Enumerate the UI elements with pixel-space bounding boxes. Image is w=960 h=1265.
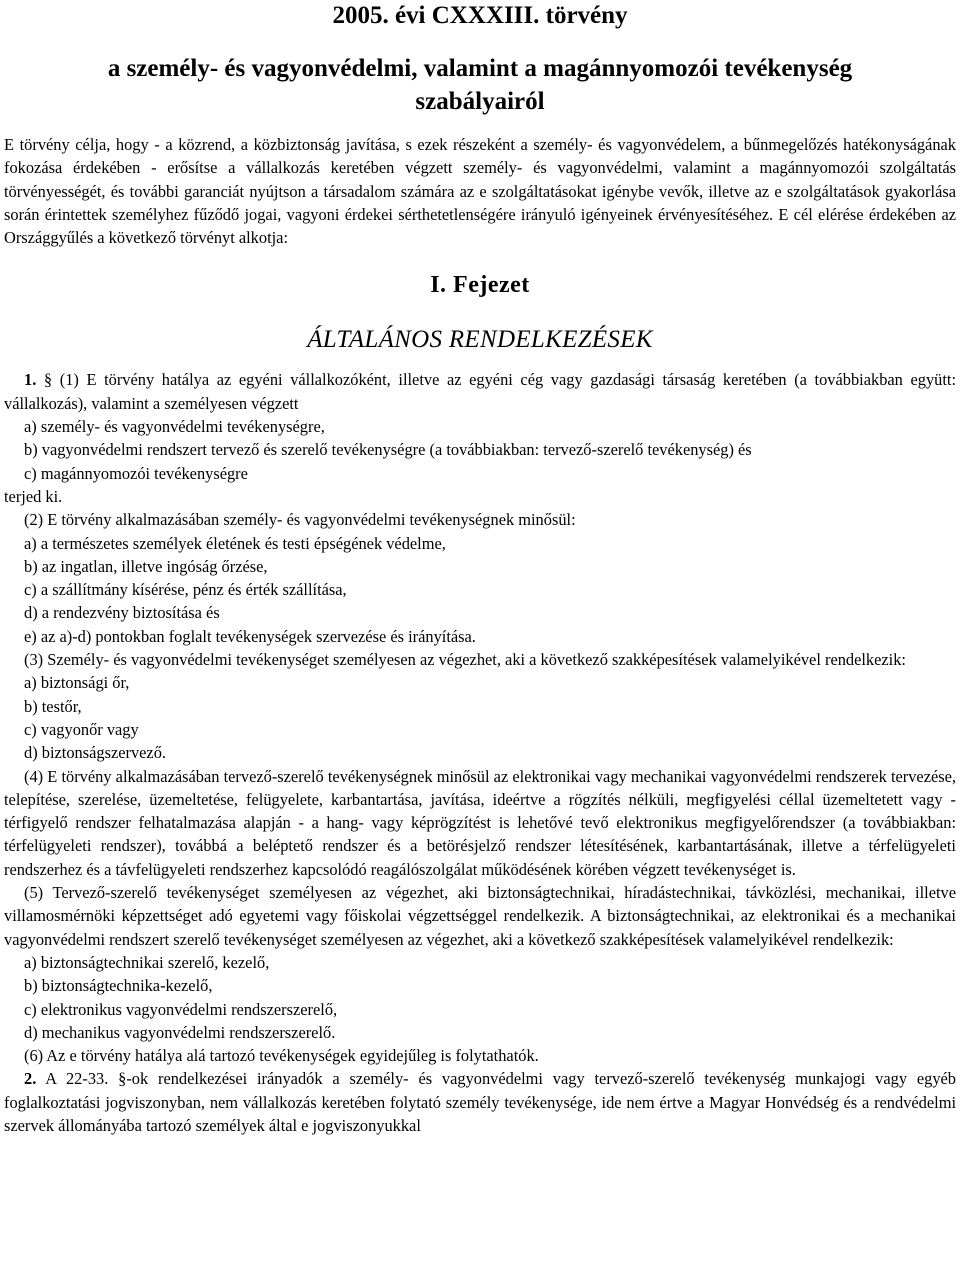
section-1-paragraph-1 xyxy=(4,368,956,415)
list-item: c) vagyonőr vagy xyxy=(24,719,139,739)
section-2 xyxy=(4,1067,956,1137)
section-number: 2. xyxy=(24,1069,37,1089)
section-1-paragraph-6: (6) Az e törvény hatálya alá tartozó tevékenységek egyidejűleg is folytathatók. xyxy=(24,1046,539,1066)
law-title: 2005. évi CXXXIII. törvény xyxy=(332,2,628,29)
list-item: c) elektronikus vagyonvédelmi rendszerszerelő, xyxy=(24,999,338,1019)
section-1 xyxy=(4,368,956,1067)
list-item: a) a természetes személyek életének és testi épségének védelme, xyxy=(24,533,446,553)
paragraph-text: (1) E törvény hatálya az egyéni vállalkozóként, illetve az egyéni cég vagy gazdasági társaság keretében (a továbbiakban együtt: vállalkozás), valamint a személyesen végzett xyxy=(4,370,956,413)
list-item: d) mechanikus vagyonvédelmi rendszerszerelő. xyxy=(24,1022,336,1042)
list-item: b) az ingatlan, illetve ingóság őrzése, xyxy=(24,556,268,576)
list-item: c) magánnyomozói tevékenységre xyxy=(24,463,248,483)
section-1-paragraph-5: (5) Tervező-szerelő tevékenységet személyesen az végezhet, aki biztonságtechnikai, híradástechnikai, távközlési, mechanikai, illetve villamosmérnöki képzettséget adó egyetemi vagy főiskolai végzettséggel rendelkezik. A biztonságtechnikai, az elektronikai és a mechanikai vagyonvédelmi rendszert szerelő tevékenységet személyesen az végezhet, aki a következő szakképesítések valamelyikével rendelkezik: xyxy=(4,883,956,949)
law-subtitle: a személy- és vagyonvédelmi, valamint a magánnyomozói tevékenység szabályairól xyxy=(107,55,853,115)
list-item: b) testőr, xyxy=(24,696,82,716)
chapter-title: ÁLTALÁNOS RENDELKEZÉSEK xyxy=(307,326,653,354)
section-number: 1. xyxy=(24,370,37,390)
section-1-paragraph-3: (3) Személy- és vagyonvédelmi tevékenységet személyesen az végezhet, aki a következő szakképesítések valamelyikével rendelkezik: xyxy=(24,650,906,670)
list-item: a) biztonsági őr, xyxy=(24,673,130,693)
list-item: a) biztonságtechnikai szerelő, kezelő, xyxy=(24,952,270,972)
list-item: d) a rendezvény biztosítása és xyxy=(24,603,220,623)
section-sign: § xyxy=(43,370,53,390)
list-item: c) a szállítmány kísérése, pénz és érték szállítása, xyxy=(24,580,347,600)
list-item: e) az a)-d) pontokban foglalt tevékenységek szervezése és irányítása. xyxy=(24,626,476,646)
section-2-paragraph xyxy=(4,1067,956,1137)
list-item: a) személy- és vagyonvédelmi tevékenységre, xyxy=(24,417,325,437)
paragraph-text: A 22-33. §-ok rendelkezései irányadók a személy- és vagyonvédelmi vagy tervező-szerelő tevékenység munkajogi vagy egyéb foglalkoztatási jogviszonyban, nem vállalkozás keretében folytató személy tevékenysége, ide nem értve a Magyar Honvédség és a rendvédelmi szervek állományába tartozó személyek által e jogviszonyukkal xyxy=(4,1069,956,1135)
document-page xyxy=(0,1,960,1265)
section-1-paragraph-2: (2) E törvény alkalmazásában személy- és vagyonvédelmi tevékenységnek minősül: xyxy=(24,510,576,530)
paragraph-end: terjed ki. xyxy=(4,486,63,506)
preamble-paragraph: E törvény célja, hogy - a közrend, a közbiztonság javítása, s ezek részeként a személy- és vagyonvédelem, a bűnmegelőzés hatékonyságának fokozása érdekében - erősítse a vállalkozás keretében végzett személy- és vagyonvédelmi, valamint a magánnyomozói szolgáltatás törvényességét, és további garanciát nyújtson a társadalom számára az e szolgáltatásokat igénybe vevők, illetve az e szolgáltatások gyakorlása során érintettek személyhez fűződő jogai, vagyoni érdekei sérthetetlenségére irányuló igényeinek érvényesítéséhez. E cél elérése érdekében az Országgyűlés a következő törvényt alkotja: xyxy=(4,135,956,248)
list-item: b) vagyonvédelmi rendszert tervező és szerelő tevékenységre (a továbbiakban: tervező-szerelő tevékenység) és xyxy=(24,440,752,460)
section-1-paragraph-4: (4) E törvény alkalmazásában tervező-szerelő tevékenységnek minősül az elektronikai vagy mechanikai vagyonvédelmi rendszerek tervezése, telepítése, szerelése, üzemeltetése, felügyelete, karbantartása, javítása, ideértve a rögzítés nélküli, megfigyelési céllal üzemeltetett vagy - térfigyelő rendszer felhatalmazása alapján - a hang- vagy képrögzítést is lehetővé tevő elektronikus megfigyelőrendszer (a továbbiakban: térfelügyeleti rendszer), továbbá a beléptető rendszer és a betörésjelző rendszer létesítésének, karbantartásának, illetve a térfelügyeleti rendszerhez és a távfelügyeleti rendszerhez kapcsolódó reagálószolgálat működésének körében végzett tevékenységet is. xyxy=(4,766,956,879)
list-item: b) biztonságtechnika-kezelő, xyxy=(24,976,213,996)
list-item: d) biztonságszervező. xyxy=(24,743,166,763)
chapter-number: I. Fejezet xyxy=(430,272,530,299)
